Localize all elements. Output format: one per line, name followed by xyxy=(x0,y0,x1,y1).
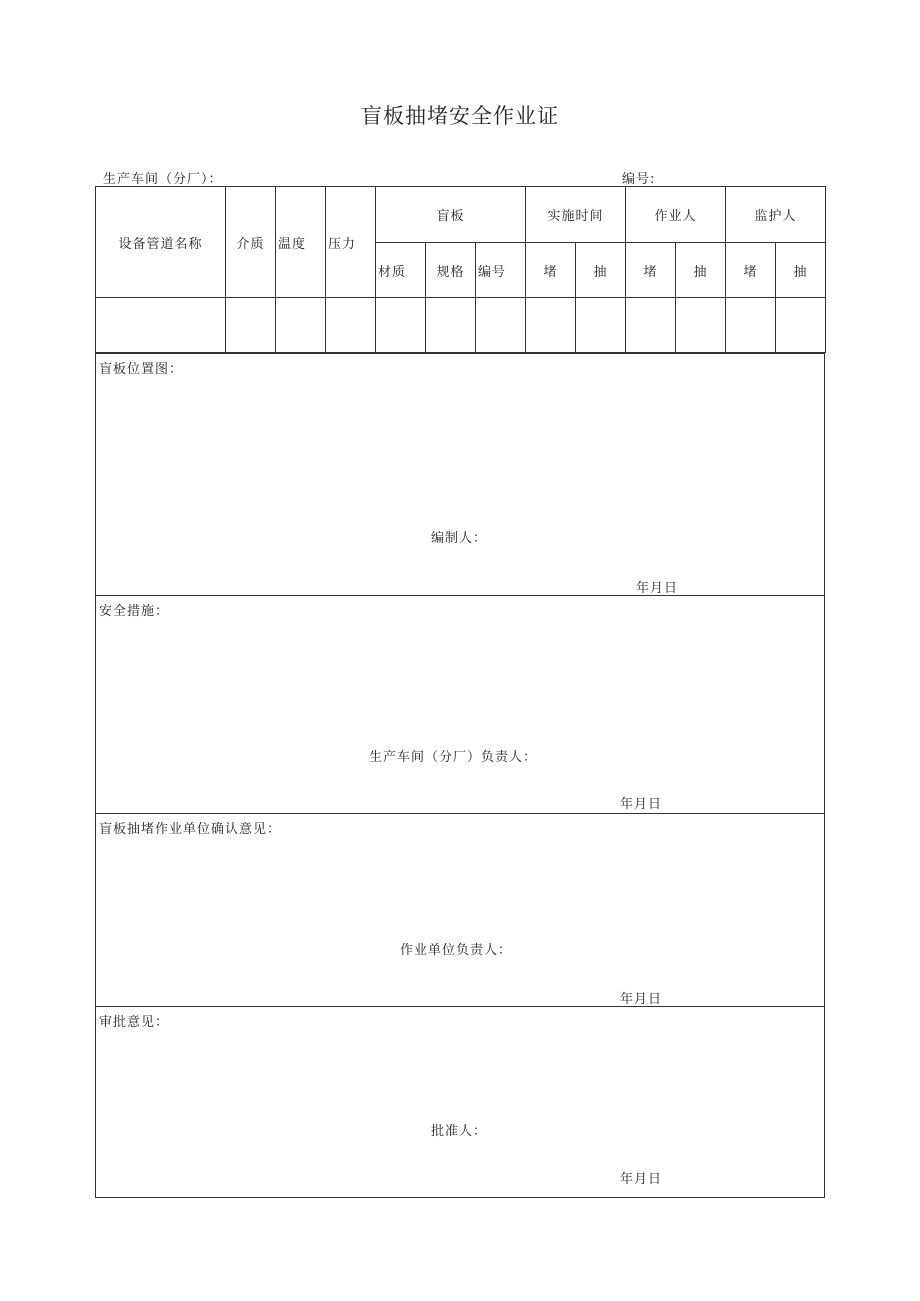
cell-number[interactable] xyxy=(476,298,526,353)
header-number: 编号 xyxy=(476,243,526,298)
cell-supervisor-plug[interactable] xyxy=(726,298,776,353)
header-supervisor-pull: 抽 xyxy=(776,243,826,298)
date-label: 年月日 xyxy=(620,992,663,1007)
cell-supervisor-pull[interactable] xyxy=(776,298,826,353)
cell-worker-pull[interactable] xyxy=(676,298,726,353)
header-impl-time: 实施时间 xyxy=(526,187,626,243)
workshop-label: 生产车间（分厂）： xyxy=(103,172,223,187)
date-label: 年月日 xyxy=(636,581,679,596)
header-medium: 介质 xyxy=(226,187,276,298)
header-pressure: 压力 xyxy=(326,187,376,298)
table-row xyxy=(96,298,826,353)
cell-material[interactable] xyxy=(376,298,426,353)
signer-label: 编制人： xyxy=(431,531,488,546)
section-label: 盲板抽堵作业单位确认意见： xyxy=(99,822,282,837)
form-sections xyxy=(95,353,825,1198)
cell-temperature[interactable] xyxy=(276,298,326,353)
section-label: 审批意见： xyxy=(99,1015,170,1030)
cell-worker-plug[interactable] xyxy=(626,298,676,353)
header-worker-plug: 堵 xyxy=(626,243,676,298)
header-material: 材质 xyxy=(376,243,426,298)
section-safety-measures[interactable] xyxy=(96,595,824,813)
section-label: 盲板位置图： xyxy=(99,362,184,377)
header-impl-plug: 堵 xyxy=(526,243,576,298)
cell-pressure[interactable] xyxy=(326,298,376,353)
header-temperature: 温度 xyxy=(276,187,326,298)
cell-impl-pull[interactable] xyxy=(576,298,626,353)
section-approval[interactable] xyxy=(96,1006,824,1197)
signer-label: 批准人： xyxy=(431,1124,488,1139)
section-label: 安全措施： xyxy=(99,604,170,619)
header-supervisor-plug: 堵 xyxy=(726,243,776,298)
cell-spec[interactable] xyxy=(426,298,476,353)
cell-equipment-name[interactable] xyxy=(96,298,226,353)
cell-impl-plug[interactable] xyxy=(526,298,576,353)
header-spec: 规格 xyxy=(426,243,476,298)
info-table xyxy=(95,186,826,353)
signer-label: 作业单位负责人： xyxy=(400,943,513,958)
header-blind-plate: 盲板 xyxy=(376,187,526,243)
section-blind-location[interactable] xyxy=(96,353,824,595)
date-label: 年月日 xyxy=(620,1172,663,1187)
form-title: 盲板抽堵安全作业证 xyxy=(361,104,559,128)
number-label: 编号: xyxy=(622,172,656,187)
header-supervisor: 监护人 xyxy=(726,187,826,243)
signer-label: 生产车间（分厂）负责人： xyxy=(369,750,538,765)
header-impl-pull: 抽 xyxy=(576,243,626,298)
header-worker-pull: 抽 xyxy=(676,243,726,298)
date-label: 年月日 xyxy=(620,797,663,812)
section-unit-confirmation[interactable] xyxy=(96,813,824,1006)
cell-medium[interactable] xyxy=(226,298,276,353)
header-equipment-name: 设备管道名称 xyxy=(96,187,226,298)
header-worker: 作业人 xyxy=(626,187,726,243)
